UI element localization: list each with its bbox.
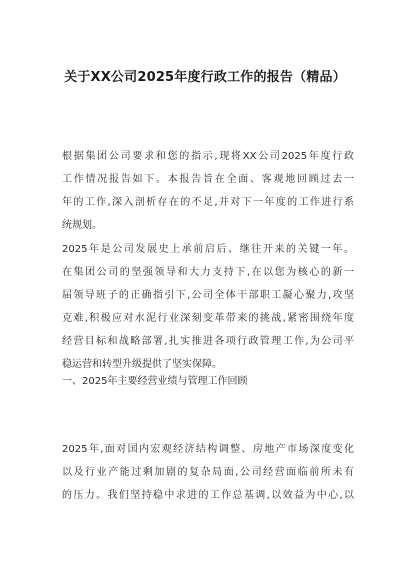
section-heading: 一、2025年主要经营业绩与管理工作回顾 (62, 376, 248, 387)
document-title: 关于XX公司2025年度行政工作的报告（精品） (64, 70, 346, 85)
paragraph-line: 的压力。我们坚持稳中求进的工作总基调,以效益为中心,以 (62, 490, 354, 501)
paragraph-line: 经营目标和战略部署,扎实推进各项行政管理工作,为公司平 (62, 336, 354, 347)
paragraph-overview (62, 238, 354, 376)
paragraph-line: 2025年,面对国内宏观经济结构调整、房地产市场深度变化 (62, 444, 354, 455)
paragraph-line: 工作情况报告如下。本报告旨在全面、客观地回顾过去一 (62, 174, 354, 185)
paragraph-line: 统规划。 (62, 220, 102, 231)
paragraph-line: 以及行业产能过剩加剧的复杂局面,公司经营面临前所未有 (62, 467, 354, 478)
paragraph-line: 克难,积极应对水泥行业深刻变革带来的挑战,紧密围绕年度 (62, 313, 354, 324)
paragraph-intro (62, 145, 354, 237)
paragraph-review (62, 438, 354, 507)
paragraph-line: 稳运营和转型升级提供了坚实保障。 (62, 359, 222, 370)
paragraph-line: 年的工作,深入剖析存在的不足,并对下一年度的工作进行系 (62, 197, 354, 208)
paragraph-line: 2025年是公司发展史上承前启后、继往开来的关键一年。 (62, 244, 354, 255)
paragraph-line: 根据集团公司要求和您的指示,现将XX公司2025年度行政 (62, 151, 354, 162)
paragraph-line: 在集团公司的坚强领导和大力支持下,在以您为核心的新一 (62, 267, 354, 278)
paragraph-line: 届领导班子的正确指引下,公司全体干部职工凝心聚力,攻坚 (62, 290, 354, 301)
